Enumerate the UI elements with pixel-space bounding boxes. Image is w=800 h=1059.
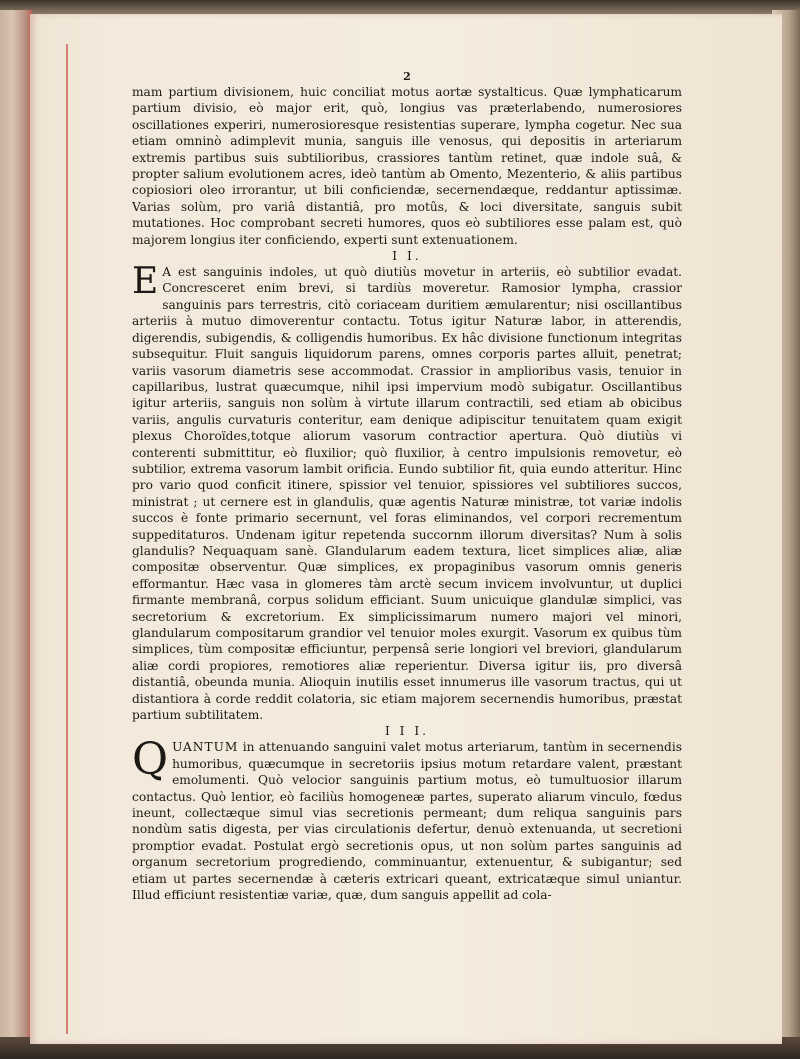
page-edge-red-rule: [66, 44, 68, 1034]
page-number: 2: [403, 70, 411, 83]
paragraph-3: [132, 734, 682, 903]
section-number-3: I I I.: [384, 724, 430, 739]
section-number-2: I I.: [392, 249, 422, 264]
section-3-lead-word: UANTUM: [172, 740, 239, 755]
text-block: [132, 70, 682, 904]
drop-initial-3: Q: [132, 734, 169, 786]
paragraph-2-text: A est sanguinis indoles, ut quò diutiùs movetur in arteriis, eò subtilior evadat. Concresceret enim brevi, si tardiùs moveretur. Ramosior lympha, crassior sanguinis pars terrestris, citò coriaceam duritiem æmularentur; nisi oscillantibus arteriis à mutuo dimoverentur contactu. Totus igitur Naturæ labor, in atterendis, digerendis, subigendis, & colligendis humoribus. Ex hâc divisione functionum integritas subsequitur. Fluit sanguis liquidorum parens, omnes corporis partes alluit, penetrat; variis vasorum diametris sese accommodat. Crassior in amplioribus vasis, tenuior in capillaribus, lustrat quæcumque, nihil ipsi impervium modò subigatur. Oscillantibus igitur arteriis, sanguis non solùm à virtute illarum contractili, sed etiam ab obicibus variis, angulis curvaturis conteritur, eam denique adipiscitur tenuitatem quam exigit plexus Choroïdes,totque aliorum vasorum contractior apertura. Quò diutiùs vi conterenti submittitur, eò fluxilior; quò fluxilior, à centro impulsionis removetur, eò subtilior, extrema vasorum lambit orificia. Eundo subtilior fit, quia eundo atteritur. Hinc pro vario quod conficit itinere, spissior vel tenuior, spissiores vel subtiliores succos, ministrat ; ut cernere est in glandulis, quæ agentis Naturæ ministræ, tot variæ indolis succos è fonte primario secernunt, vel foras eliminandos, vel corpori recrementum suppeditaturos. Undenam igitur repetenda succornm illorum diversitas? Num à solis glandulis? Nequaquam sanè. Glandularum eadem textura, licet simplices aliæ, aliæ compositæ observentur. Quæ simplices, ex propaginibus vasorum omnis generis efformantur. Hæc vasa in glomeres tàm arctè secum invicem involvuntur, ut duplici firmante membranâ, corpus solidum efficiant. Suum unicuique glandulæ simplici, vas secretorium & excretorium. Ex simplicissimarum numero majori vel minori, glandularum compositarum grandior vel tenuior moles exurgit. Vasorum ex quibus tùm simplices, tùm compositæ efficiuntur, perpensâ serie longiori vel breviori, glandularum aliæ cordi propiores, remotiores aliæ reperientur. Diversa igitur iis, pro diversâ distantiâ, obeunda munia. Alioquin inutilis esset innumerus ille vasorum tractus, qui ut distantiora à corde reddit colatoria, sic etiam majorem secernendis humoribus, præstat partium subtilitatem.: [132, 265, 682, 723]
drop-initial-2: E: [132, 261, 159, 303]
paragraph-1: mam partium divisionem, huic conciliat motus aortæ systalticus. Quæ lymphaticarum partium divisio, eò major erit, quò, longius vas præterlabendo, numerosiores oscillationes experiri, numerosioresque resistentias superare, lympha cogetur. Nec sua etiam omninò adimplevit munia, sanguis ille venosus, qui depositis in arteriarum extremis partibus suis subtilioribus, crassiores tantùm retinet, quæ indole suâ, & propter salium evolutionem acres, ideò tantùm ab Omento, Mezenterio, & aliis partibus copiosiori oleo irrorantur, ut bili conficiendæ, secernendæque, reddantur aptissimæ. Varias solùm, pro variâ distantiâ, pro motûs, & loci diversitate, sanguis subit mutationes. Hoc comprobant secreti humores, quos eò subtiliores esse palam est, quò majorem longius iter conficiendo, experti sunt extenuationem.: [132, 85, 682, 247]
paragraph-3-text: in attenuando sanguini valet motus arteriarum, tantùm in secernendis humoribus, quæcumque in secretoriis ipsius motum retardare valent, præstant emolumenti. Quò velocior sanguinis partium motus, eò tumultuosior illarum contactus. Quò lentior, eò faciliùs homogeneæ partes, superato aliarum vinculo, fœdus ineunt, collectæque simul vias secretionis permeant; dum reliqua sanguinis pars nondùm satis digesta, per vias circulationis defertur, denuò extenuanda, ut secretioni promptior evadat. Postulat ergò secretionis opus, ut non solùm partes sanguinis ad organum secretorium progrediendo, comminuantur, extenuentur, & subigantur; sed etiam ut partes secernendæ à cæteris extricari queant, extricatæque simul uniantur. Illud efficiunt resistentiæ variæ, quæ, dum sanguis appellit ad cola-: [132, 740, 682, 903]
page-stack-left-edge: [0, 10, 32, 1040]
paragraph-2: [132, 261, 682, 723]
